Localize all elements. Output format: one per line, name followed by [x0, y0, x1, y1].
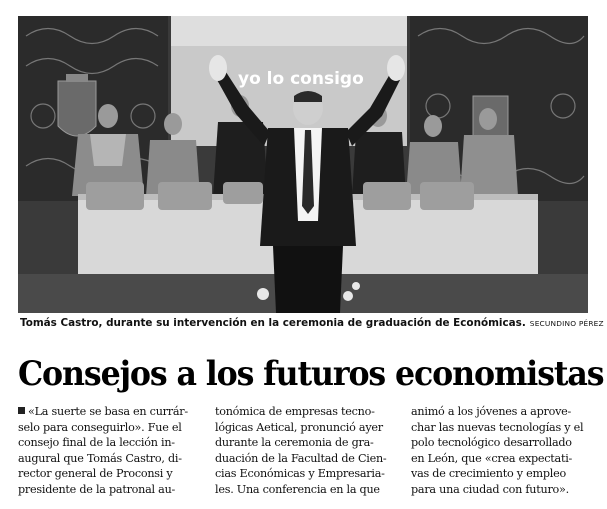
- column-line: presidente de la patronal au-: [18, 482, 176, 496]
- column-line: cias Económicas y Empresaria-: [215, 467, 385, 481]
- column-line: durante la ceremonia de gra-: [215, 436, 374, 450]
- photo-caption: [20, 317, 604, 333]
- column-line: tonómica de empresas tecno-: [215, 405, 375, 418]
- caption-text: Tomás Castro, durante su intervención en la ceremonia de graduación de Económicas.: [20, 317, 526, 329]
- photo-illustration: [18, 16, 588, 313]
- column-line: rector general de Proconsi y: [18, 467, 173, 481]
- column-line: polo tecnológico desarrollado: [411, 436, 572, 450]
- column-line: lógicas Aetical, pronunció ayer: [215, 420, 383, 434]
- article-column-1: [18, 404, 198, 494]
- column-line: [18, 404, 198, 420]
- article-column-3: [411, 404, 591, 494]
- line-text: «La suerte se basa en currár-: [28, 405, 188, 418]
- column-line: en León, que «crea expectati-: [411, 451, 573, 465]
- column-line: vas de crecimiento y empleo: [411, 467, 566, 481]
- column-line: les. Una conferencia en la que: [215, 482, 380, 496]
- column-line: selo para conseguirlo». Fue el: [18, 420, 182, 434]
- banner-text: yo lo consigo: [238, 69, 364, 89]
- paragraph-bullet-icon: [18, 407, 25, 414]
- photo-credit: SECUNDINO PÉREZ: [529, 319, 604, 328]
- column-line: para una ciudad con futuro».: [411, 482, 569, 496]
- article-body: [18, 404, 588, 494]
- column-line: animó a los jóvenes a aprove-: [411, 405, 572, 418]
- graduation-photo: [18, 16, 588, 313]
- column-line: char las nuevas tecnologías y el: [411, 420, 584, 434]
- column-line: duación de la Facultad de Cien-: [215, 451, 387, 465]
- column-line: consejo final de la lección in-: [18, 436, 175, 450]
- article-headline: Consejos a los futuros economistas: [18, 354, 604, 394]
- column-line: augural que Tomás Castro, di-: [18, 451, 182, 465]
- article-column-2: [215, 404, 395, 494]
